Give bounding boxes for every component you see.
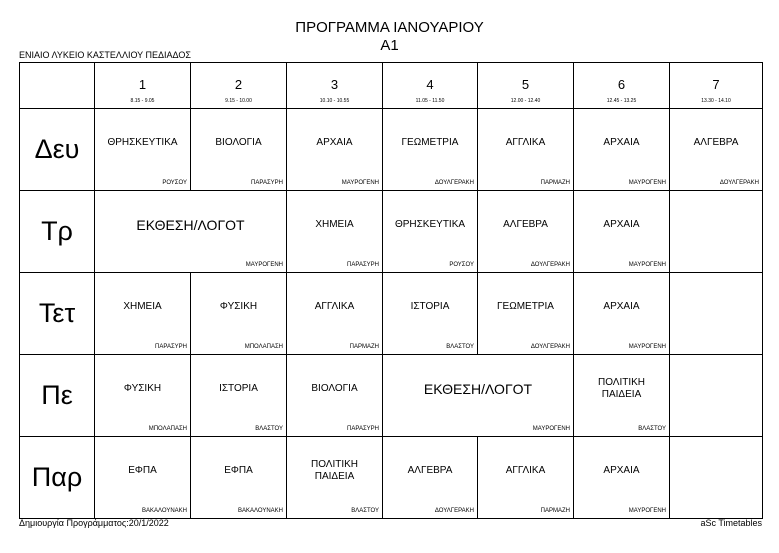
period-number: 3 [330,77,339,92]
empty-cell [670,191,763,273]
subject-name: ΒΙΟΛΟΓΙΑ [215,136,262,148]
teacher-name: ΒΛΑΣΤΟΥ [638,426,666,432]
day-name: Τετ [38,298,76,328]
period-time: 9.15 - 10.00 [225,98,252,104]
subject-name: ΑΓΓΛΙΚΑ [505,464,546,476]
subject-name: ΓΕΩΜΕΤΡΙΑ [401,136,459,148]
teacher-name: ΠΑΡΑΣΥΡΗ [155,344,187,350]
day-name: Τρ [41,216,73,246]
subject-name [670,273,762,340]
teacher-name: ΔΟΥΛΓΕΡΑΚΗ [530,262,570,268]
subject-name: ΑΛΓΕΒΡΑ [503,218,548,230]
teacher-name: ΜΑΥΡΟΓΕΝΗ [341,180,379,186]
day-row-wednesday [20,273,763,355]
lesson-cell [383,191,478,273]
subject-name: ΧΗΜΕΙΑ [315,218,354,230]
empty-cell [670,437,763,519]
day-name: Παρ [31,462,83,492]
subject-name: ΘΡΗΣΚΕΥΤΙΚΑ [394,218,466,230]
lesson-cell [95,355,191,437]
day-label-cell [20,273,95,355]
lesson-cell [574,109,670,191]
lesson-cell [95,109,191,191]
day-label-cell [20,191,95,273]
teacher-name: ΠΑΡΜΑΖΗ [349,344,379,350]
teacher-name: ΠΑΡΜΑΖΗ [540,508,570,514]
subject-name: ΑΡΧΑΙΑ [603,300,640,312]
lesson-cell [95,437,191,519]
teacher-name: ΒΑΚΑΛΟΥΝΑΚΗ [237,508,283,514]
day-label-cell [20,355,95,437]
lesson-cell [383,437,478,519]
period-time: 12.00 - 12.40 [510,98,541,104]
period-time: 10.10 - 10.55 [319,98,350,104]
teacher-name: ΔΟΥΛΓΕΡΑΚΗ [434,508,474,514]
lesson-cell [478,109,574,191]
teacher-name: ΔΟΥΛΓΕΡΑΚΗ [719,180,759,186]
subject-name: ΠΟΛΙΤΙΚΗ ΠΑΙΔΕΙΑ [597,376,646,400]
lesson-cell [191,273,287,355]
subject-name: ΑΡΧΑΙΑ [603,218,640,230]
subject-name [670,437,762,504]
subject-name: ΑΛΓΕΒΡΑ [407,464,453,476]
subject-name: ΑΡΧΑΙΑ [316,136,353,148]
lesson-cell [191,355,287,437]
period-header [287,63,383,109]
lesson-cell [287,109,383,191]
page-title: ΠΡΟΓΡΑΜΜΑ ΙΑΝΟΥΑΡΙΟΥ [295,19,484,36]
lesson-cell [478,191,574,273]
lesson-cell [95,191,287,273]
period-time: 13.30 - 14.10 [701,98,731,104]
subject-name: ΕΦΠΑ [128,464,157,476]
teacher-name: ΡΟΥΣΟΥ [162,180,187,186]
teacher-name: ΜΑΥΡΟΓΕΝΗ [628,262,666,268]
lesson-cell [574,437,670,519]
teacher-name: ΜΠΟΛΑΠΑΣΗ [148,426,187,432]
subject-name [670,191,762,258]
class-name: Α1 [380,37,399,54]
subject-name: ΙΣΤΟΡΙΑ [410,300,450,312]
subject-name: ΑΡΧΑΙΑ [603,464,640,476]
subject-name: ΙΣΤΟΡΙΑ [219,382,258,394]
teacher-name: ΒΛΑΣΤΟΥ [351,508,379,514]
period-number: 7 [712,77,720,92]
creation-date: Δημιουργία Προγράμματος:20/1/2022 [19,518,169,528]
lesson-cell [95,273,191,355]
period-header [383,63,478,109]
period-header [574,63,670,109]
subject-name: ΑΛΓΕΒΡΑ [693,136,739,148]
period-header [478,63,574,109]
lesson-cell [574,355,670,437]
subject-name: ΕΦΠΑ [224,464,253,476]
corner-cell [20,63,95,109]
subject-name: ΦΥΣΙΚΗ [123,382,162,394]
empty-cell [670,273,763,355]
period-number: 5 [521,77,530,92]
period-number: 2 [234,77,243,92]
lesson-cell [287,355,383,437]
teacher-name: ΠΑΡΑΣΥΡΗ [347,262,379,268]
subject-name: ΓΕΩΜΕΤΡΙΑ [497,300,554,312]
subject-name: ΕΚΘΕΣΗ/ΛΟΓΟΤ [423,380,533,397]
period-header [670,63,763,109]
period-time: 12.45 - 13.25 [606,98,637,104]
lesson-cell [574,273,670,355]
teacher-name: ΜΑΥΡΟΓΕΝΗ [628,508,666,514]
day-row-monday [20,109,763,191]
period-number: 6 [617,77,626,92]
lesson-cell [478,437,574,519]
timetable [19,62,763,519]
teacher-name: ΡΟΥΣΟΥ [449,262,474,268]
period-time: 8.15 - 9.05 [130,98,155,104]
day-label-cell [20,109,95,191]
period-header [95,63,191,109]
school-name: ΕΝΙΑΙΟ ΛΥΚΕΙΟ ΚΑΣΤΕΛΛΙΟΥ ΠΕΔΙΑΔΟΣ [19,50,191,60]
day-row-friday [20,437,763,519]
subject-name: ΑΓΓΛΙΚΑ [505,136,546,148]
subject-name: ΒΙΟΛΟΓΙΑ [311,382,358,394]
teacher-name: ΒΛΑΣΤΟΥ [446,344,474,350]
subject-name: ΘΡΗΣΚΕΥΤΙΚΑ [107,136,178,148]
day-name: Πε [41,380,73,410]
lesson-cell [383,355,574,437]
empty-cell [670,355,763,437]
lesson-cell [670,109,763,191]
subject-name: ΠΟΛΙΤΙΚΗ ΠΑΙΔΕΙΑ [310,458,359,482]
teacher-name: ΔΟΥΛΓΕΡΑΚΗ [530,344,570,350]
lesson-cell [191,437,287,519]
period-time: 11.05 - 11.50 [415,98,445,104]
day-row-tuesday [20,191,763,273]
subject-name: ΑΡΧΑΙΑ [603,136,640,148]
teacher-name: ΜΑΥΡΟΓΕΝΗ [245,262,283,268]
lesson-cell [478,273,574,355]
lesson-cell [383,109,478,191]
lesson-cell [287,437,383,519]
teacher-name: ΔΟΥΛΓΕΡΑΚΗ [434,180,474,186]
teacher-name: ΠΑΡΑΣΥΡΗ [347,426,379,432]
subject-name: ΕΚΘΕΣΗ/ΛΟΓΟΤ [136,216,245,233]
app-credit: aSc Timetables [700,518,762,528]
lesson-cell [574,191,670,273]
teacher-name: ΠΑΡΜΑΖΗ [540,180,570,186]
day-row-thursday [20,355,763,437]
lesson-cell [383,273,478,355]
period-number: 1 [138,77,147,92]
period-number: 4 [426,77,434,92]
teacher-name: ΠΑΡΑΣΥΡΗ [251,180,283,186]
period-header-row [20,63,763,109]
teacher-name: ΜΑΥΡΟΓΕΝΗ [628,344,666,350]
teacher-name: ΒΛΑΣΤΟΥ [255,426,283,432]
teacher-name: ΜΠΟΛΑΠΑΣΗ [244,344,283,350]
day-label-cell [20,437,95,519]
lesson-cell [191,109,287,191]
teacher-name: ΒΑΚΑΛΟΥΝΑΚΗ [141,508,187,514]
period-header [191,63,287,109]
subject-name [670,355,762,422]
lesson-cell [287,273,383,355]
subject-name: ΧΗΜΕΙΑ [123,300,162,312]
lesson-cell [287,191,383,273]
teacher-name: ΜΑΥΡΟΓΕΝΗ [532,426,570,432]
subject-name: ΑΓΓΛΙΚΑ [314,300,355,312]
teacher-name: ΜΑΥΡΟΓΕΝΗ [628,180,666,186]
day-name: Δευ [34,134,80,164]
subject-name: ΦΥΣΙΚΗ [219,300,258,312]
